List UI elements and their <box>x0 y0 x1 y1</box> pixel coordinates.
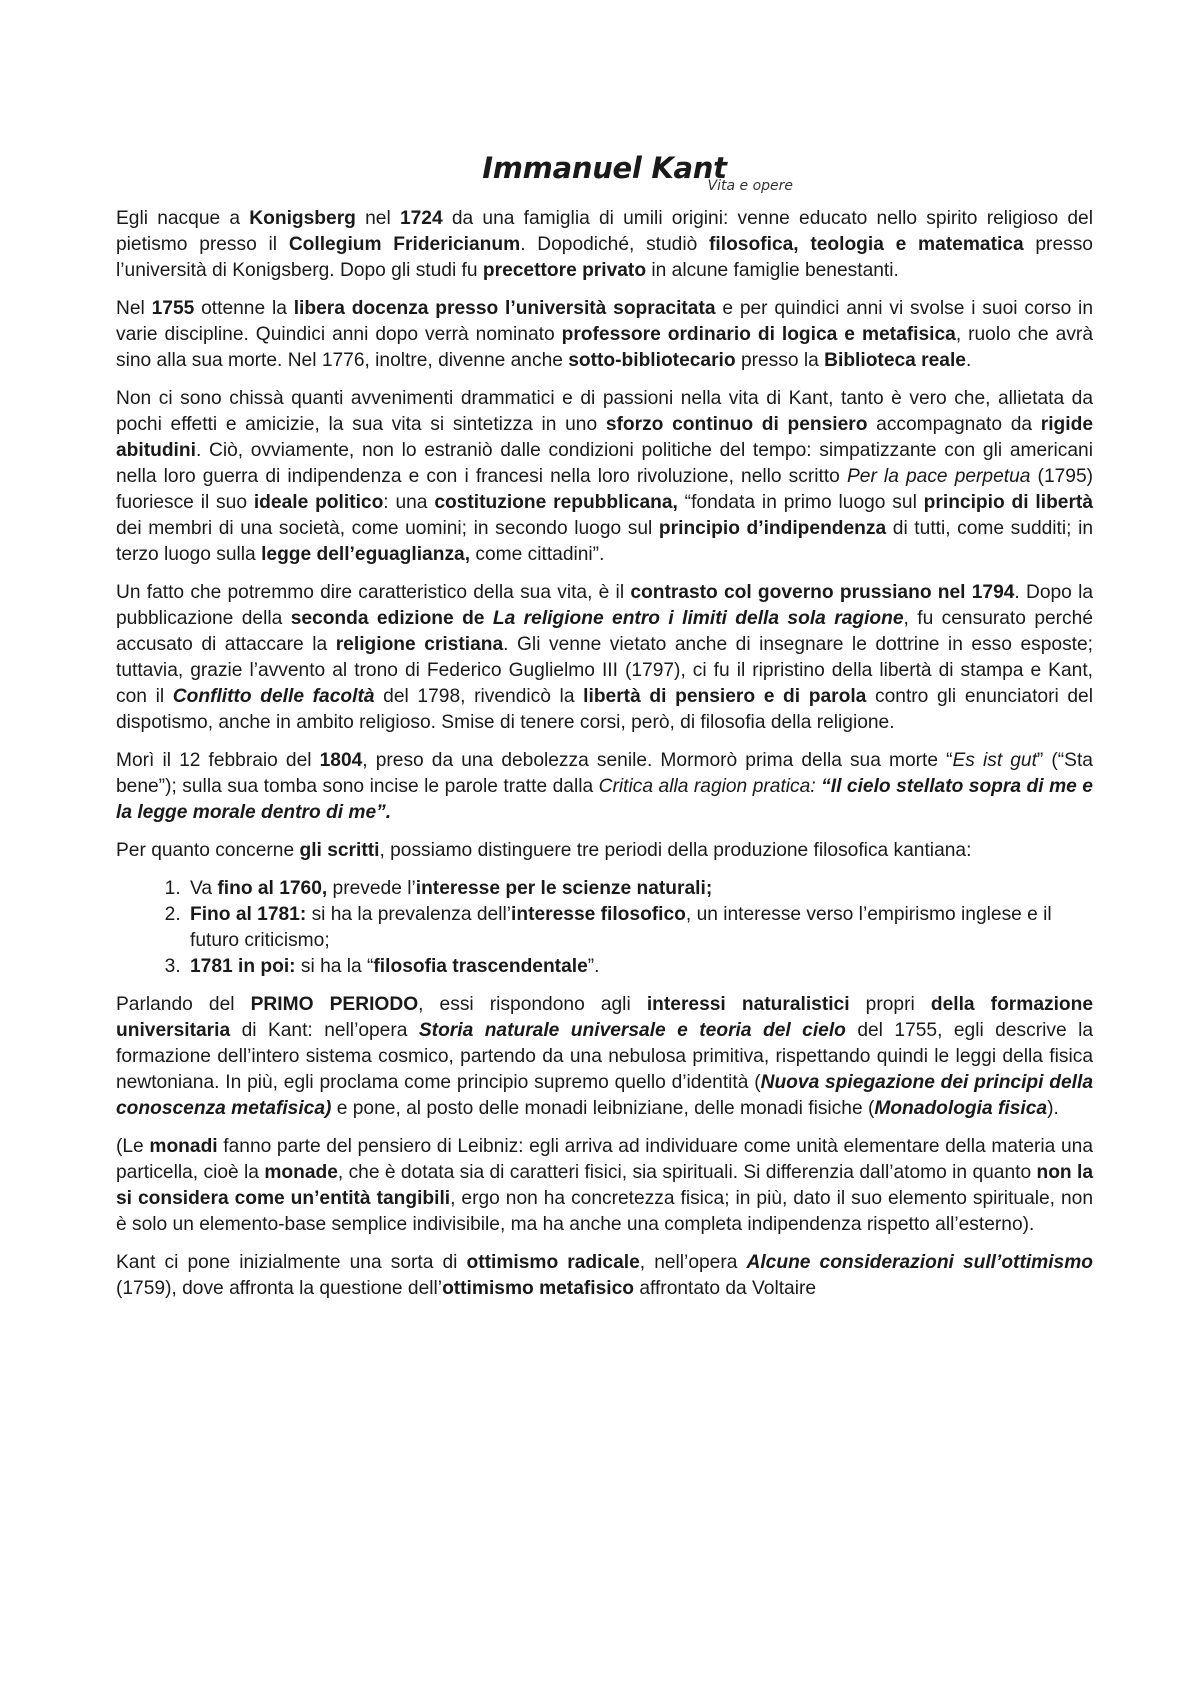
emphasized-text: 1781 in poi: <box>190 956 296 977</box>
document-title: Immanuel Kant <box>482 151 727 185</box>
paragraph-writings: Per quanto concerne gli scritti, possiamo distinguere tre periodi della produzione filosofica kantiana: <box>116 840 972 861</box>
list-item: 3. 1781 in poi: si ha la “filosofia trascendentale”. <box>186 954 1093 980</box>
italic-text: Critica alla ragion pratica: <box>598 776 816 797</box>
emphasized-text: monade <box>264 1162 338 1183</box>
emphasized-text: Storia naturale universale e teoria del cielo <box>418 1020 846 1041</box>
paragraph-death: Morì il 12 febbraio del 1804, preso da una debolezza senile. Mormorò prima della sua morte “Es ist gut” (“Sta bene”); sulla sua tomba sono incise le parole tratte dalla Critica alla ragion pratica: “Il cielo stellato sopra di me e la legge morale dentro di me”. <box>116 750 1093 823</box>
emphasized-text: principio di libertà <box>923 492 1093 513</box>
emphasized-text: Nuova spiegazione dei principi della conoscenza metafisica) <box>116 1072 1093 1119</box>
emphasized-text: filosofia trascendentale <box>373 956 588 977</box>
emphasized-text: della formazione universitaria <box>116 994 1094 1041</box>
list-item: 2. Fino al 1781: si ha la prevalenza dell’interesse filosofico, un interesse verso l’empirismo inglese e il futuro criticismo; <box>186 902 1093 954</box>
emphasized-text: monadi <box>149 1136 218 1157</box>
emphasized-text: sforzo continuo di pensiero <box>605 414 868 435</box>
emphasized-text: professore ordinario di logica e metafisica <box>561 324 956 345</box>
emphasized-text: 1755 <box>151 298 195 319</box>
paragraph-career: Nel 1755 ottenne la libera docenza presso l’università sopracitata e per quindici anni vi svolse i suoi corso in varie discipline. Quindici anni dopo verrà nominato professore ordinario di logica e metafisica, ruolo che avrà sino alla sua morte. Nel 1776, inoltre, divenne anche sotto-bibliotecario presso la Biblioteca reale. <box>116 298 1093 371</box>
emphasized-text: interesse filosofico <box>511 904 686 925</box>
document-subtitle: Vita e opere <box>707 178 793 194</box>
emphasized-text: Monadologia fisica <box>874 1098 1048 1119</box>
paragraph-censorship: Un fatto che potremmo dire caratteristico della sua vita, è il contrasto col governo prussiano nel 1794. Dopo la pubblicazione della seconda edizione de La religione entro i limiti della sola ragione, fu censurato perché accusato di attaccare la religione cristiana. Gli venne vietato anche di insegnare le dottrine in esso esposte; tuttavia, grazie l’avvento al trono di Federico Guglielmo III (1797), ci fu il ripristino della libertà di stampa e Kant, con il Conflitto delle facoltà del 1798, rivendicò la libertà di pensiero e di parola contro gli enunciatori del dispotismo, anche in ambito religioso. Smise di tenere corsi, però, di filosofia della religione. <box>116 582 1094 733</box>
emphasized-text: libera docenza presso l’università sopracitata <box>293 298 716 319</box>
emphasized-text: ottimismo radicale <box>466 1252 640 1273</box>
paragraph-birth: Egli nacque a Konigsberg nel 1724 da una famiglia di umili origini: venne educato nello spirito religioso del pietismo presso il Collegium Fridericianum. Dopodiché, studiò filosofica, teologia e matematica presso l’università di Konigsberg. Dopo gli studi fu precettore privato in alcune famiglie benestanti. <box>116 208 1093 281</box>
emphasized-text: “Il cielo stellato sopra di me e la legge morale dentro di me”. <box>116 776 1093 823</box>
emphasized-text: ottimismo metafisico <box>442 1278 634 1299</box>
emphasized-text: gli scritti <box>299 840 380 861</box>
emphasized-text: precettore privato <box>482 260 647 281</box>
italic-text: Per la pace perpetua <box>846 466 1031 487</box>
paragraph-monads: (Le monadi fanno parte del pensiero di Leibniz: egli arriva ad individuare come unità elementare della materia una particella, cioè la monade, che è dotata sia di caratteri fisici, sia spirituali. Si differenzia dall’atomo in quanto non la si considera come un’entità tangibili, ergo non ha concretezza fisica; in più, dato il suo elemento spirituale, non è solo un elemento-base semplice indivisibile, ma ha anche una completa indipendenza rispetto all’esterno). <box>116 1136 1094 1235</box>
emphasized-text: interesse per le scienze naturali; <box>415 878 713 899</box>
periods-list <box>116 876 1093 980</box>
emphasized-text: costituzione repubblicana, <box>434 492 678 513</box>
emphasized-text: non la si considera come un’entità tangibili <box>116 1162 1094 1209</box>
list-item: 1. Va fino al 1760, prevede l’interesse per le scienze naturali; <box>186 876 1093 902</box>
intro-paragraphs <box>116 206 1093 864</box>
emphasized-text: interessi naturalistici <box>646 994 850 1015</box>
paragraph-first-period: Parlando del PRIMO PERIODO, essi rispondono agli interessi naturalistici propri della formazione universitaria di Kant: nell’opera Storia naturale universale e teoria del cielo del 1755, egli descrive la formazione dell’intero sistema cosmico, partendo da una nebulosa primitiva, rispettando quindi le leggi della fisica newtoniana. In più, egli proclama come principio supremo quello d’identità (Nuova spiegazione dei principi della conoscenza metafisica) e pone, al posto delle monadi leibniziane, delle monadi fisiche (Monadologia fisica). <box>116 994 1094 1119</box>
emphasized-text: Biblioteca reale <box>824 350 966 371</box>
emphasized-text: Collegium Fridericianum <box>288 234 521 255</box>
paragraph-optimism: Kant ci pone inizialmente una sorta di ottimismo radicale, nell’opera Alcune considerazioni sull’ottimismo (1759), dove affronta la questione dell’ottimismo metafisico affrontato da Voltaire <box>116 1252 1094 1299</box>
emphasized-text: religione cristiana <box>335 634 504 655</box>
emphasized-text: Konigsberg <box>249 208 356 229</box>
document-header <box>116 148 1093 206</box>
emphasized-text: Conflitto delle facoltà <box>172 686 375 707</box>
emphasized-text: Alcune considerazioni sull’ottimismo <box>746 1252 1094 1273</box>
emphasized-text: 1804 <box>319 750 363 771</box>
emphasized-text: principio d’indipendenza <box>658 518 887 539</box>
emphasized-text: ideale politico <box>253 492 384 513</box>
emphasized-text: Fino al 1781: <box>190 904 307 925</box>
emphasized-text: libertà di pensiero e di parola <box>583 686 867 707</box>
emphasized-text: La religione entro i limiti della sola ragione <box>492 608 904 629</box>
emphasized-text: PRIMO PERIODO <box>250 994 419 1015</box>
emphasized-text: 1724 <box>399 208 443 229</box>
emphasized-text: fino al 1760, <box>217 878 328 899</box>
paragraph-life: Non ci sono chissà quanti avvenimenti drammatici e di passioni nella vita di Kant, tanto è vero che, allietata da pochi effetti e amicizie, la sua vita si sintetizza in uno sforzo continuo di pensiero accompagnato da rigide abitudini. Ciò, ovviamente, non lo estraniò dalle condizioni politiche del tempo: simpatizzante con gli americani nella loro guerra di indipendenza e con i francesi nella loro rivoluzione, nello scritto Per la pace perpetua (1795) fuoriesce il suo ideale politico: una costituzione repubblicana, “fondata in primo luogo sul principio di libertà dei membri di una società, come uomini; in secondo luogo sul principio d’indipendenza di tutti, come sudditi; in terzo luogo sulla legge dell’eguaglianza, come cittadini”. <box>116 388 1094 565</box>
emphasized-text: seconda edizione de <box>290 608 493 629</box>
emphasized-text: rigide abitudini <box>116 414 1093 461</box>
later-paragraphs <box>116 992 1093 1302</box>
emphasized-text: sotto-bibliotecario <box>568 350 736 371</box>
emphasized-text: legge dell’eguaglianza, <box>261 544 471 565</box>
emphasized-text: filosofica, teologia e matematica <box>709 234 1024 255</box>
emphasized-text: contrasto col governo prussiano nel 1794 <box>630 582 1015 603</box>
italic-text: Es ist gut <box>952 750 1037 771</box>
